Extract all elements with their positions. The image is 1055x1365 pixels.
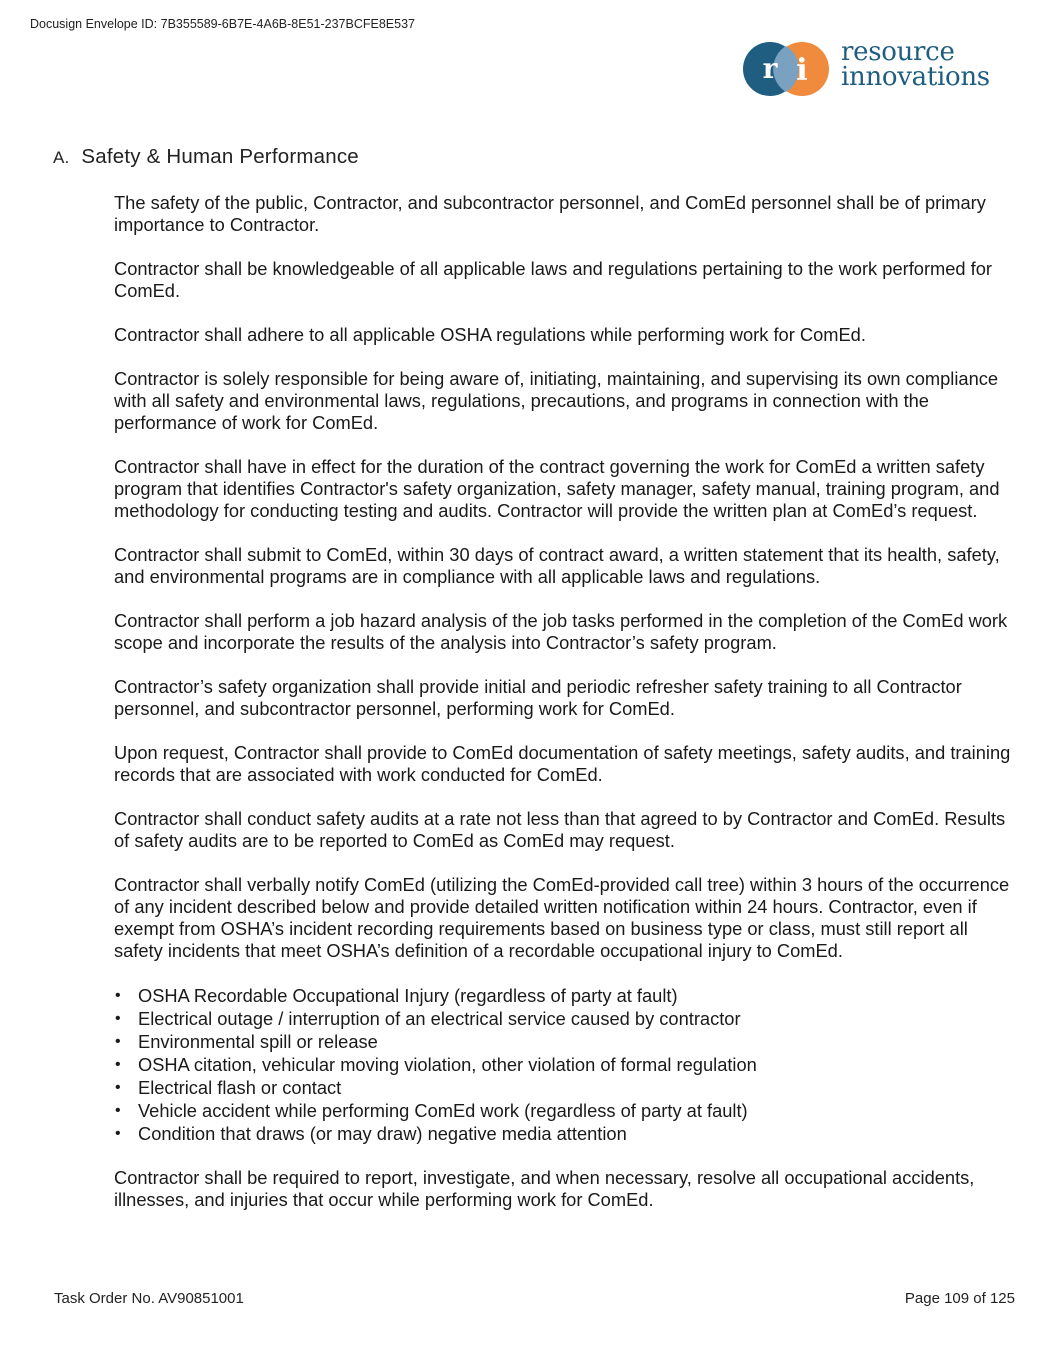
list-item: • Electrical outage / interruption of an electrical service caused by contractor <box>114 1007 1014 1030</box>
paragraph: Upon request, Contractor shall provide to ComEd documentation of safety meetings, safety audits, and training records that are associated with work conducted for ComEd. <box>114 742 1011 785</box>
list-item: • Electrical flash or contact <box>114 1076 1014 1099</box>
paragraph: Contractor shall verbally notify ComEd (utilizing the ComEd-provided call tree) within 3 hours of the occurrence of any incident described below and provide detailed written notification within 24 hours. Contractor, even if exempt from OSHA’s incident recording requirements based on business type or class, must still report all safety incidents that meet OSHA’s definition of a recordable occupational injury to ComEd. <box>114 874 1010 961</box>
paragraph: Contractor shall conduct safety audits at a rate not less than that agreed to by Contractor and ComEd. Results of safety audits are to be reported to ComEd as ComEd may request. <box>114 808 1006 851</box>
paragraph: Contractor shall adhere to all applicable OSHA regulations while performing work for ComEd. <box>114 324 866 345</box>
section-letter: A. <box>53 148 70 167</box>
list-item: • Condition that draws (or may draw) negative media attention <box>114 1122 1014 1145</box>
section-heading <box>53 145 359 169</box>
paragraph: The safety of the public, Contractor, and subcontractor personnel, and ComEd personnel shall be of primary importance to Contractor. <box>114 192 986 235</box>
incident-list <box>114 984 1014 1145</box>
document-body <box>114 192 1014 1233</box>
logo-line-2: innovations <box>841 62 990 92</box>
list-item: • Vehicle accident while performing ComEd work (regardless of party at fault) <box>114 1099 1014 1122</box>
paragraph: Contractor shall be knowledgeable of all applicable laws and regulations pertaining to the work performed for ComEd. <box>114 258 993 301</box>
list-item: • OSHA Recordable Occupational Injury (regardless of party at fault) <box>114 984 1014 1007</box>
logo-mark-i: i <box>796 53 808 88</box>
logo-mark-r: r <box>762 52 778 85</box>
logo-wordmark <box>841 37 990 92</box>
paragraph: Contractor’s safety organization shall provide initial and periodic refresher safety training to all Contractor personnel, and subcontractor personnel, performing work for ComEd. <box>114 676 962 719</box>
paragraph: Contractor shall have in effect for the duration of the contract governing the work for ComEd a written safety program that identifies Contractor's safety organization, safety manager, safety manual, training program, and methodology for conducting testing and audits. Contractor will provide the written plan at ComEd’s request. <box>114 456 1000 521</box>
task-order-number: Task Order No. AV90851001 <box>54 1290 244 1307</box>
list-item: • Environmental spill or release <box>114 1030 1014 1053</box>
resource-innovations-logo <box>740 37 1020 98</box>
list-item: • OSHA citation, vehicular moving violation, other violation of formal regulation <box>114 1053 1014 1076</box>
paragraph: Contractor is solely responsible for being aware of, initiating, maintaining, and supervising its own compliance with all safety and environmental laws, regulations, precautions, and programs in connection with the performance of work for ComEd. <box>114 368 999 433</box>
section-title: Safety & Human Performance <box>81 145 359 168</box>
paragraph: Contractor shall submit to ComEd, within 30 days of contract award, a written statement that its health, safety, and environmental programs are in compliance with all applicable laws and regulations. <box>114 544 1000 587</box>
docusign-envelope-id: Docusign Envelope ID: 7B355589-6B7E-4A6B-8E51-237BCFE8E537 <box>30 17 415 31</box>
ri-logo-mark-icon <box>740 40 836 98</box>
logo-line-1: resource <box>841 37 955 67</box>
page-number: Page 109 of 125 <box>904 1290 1015 1307</box>
closing-paragraph: Contractor shall be required to report, investigate, and when necessary, resolve all occupational accidents, illnesses, and injuries that occur while performing work for ComEd. <box>114 1167 975 1210</box>
paragraph: Contractor shall perform a job hazard analysis of the job tasks performed in the completion of the ComEd work scope and incorporate the results of the analysis into Contractor’s safety program. <box>114 610 1008 653</box>
